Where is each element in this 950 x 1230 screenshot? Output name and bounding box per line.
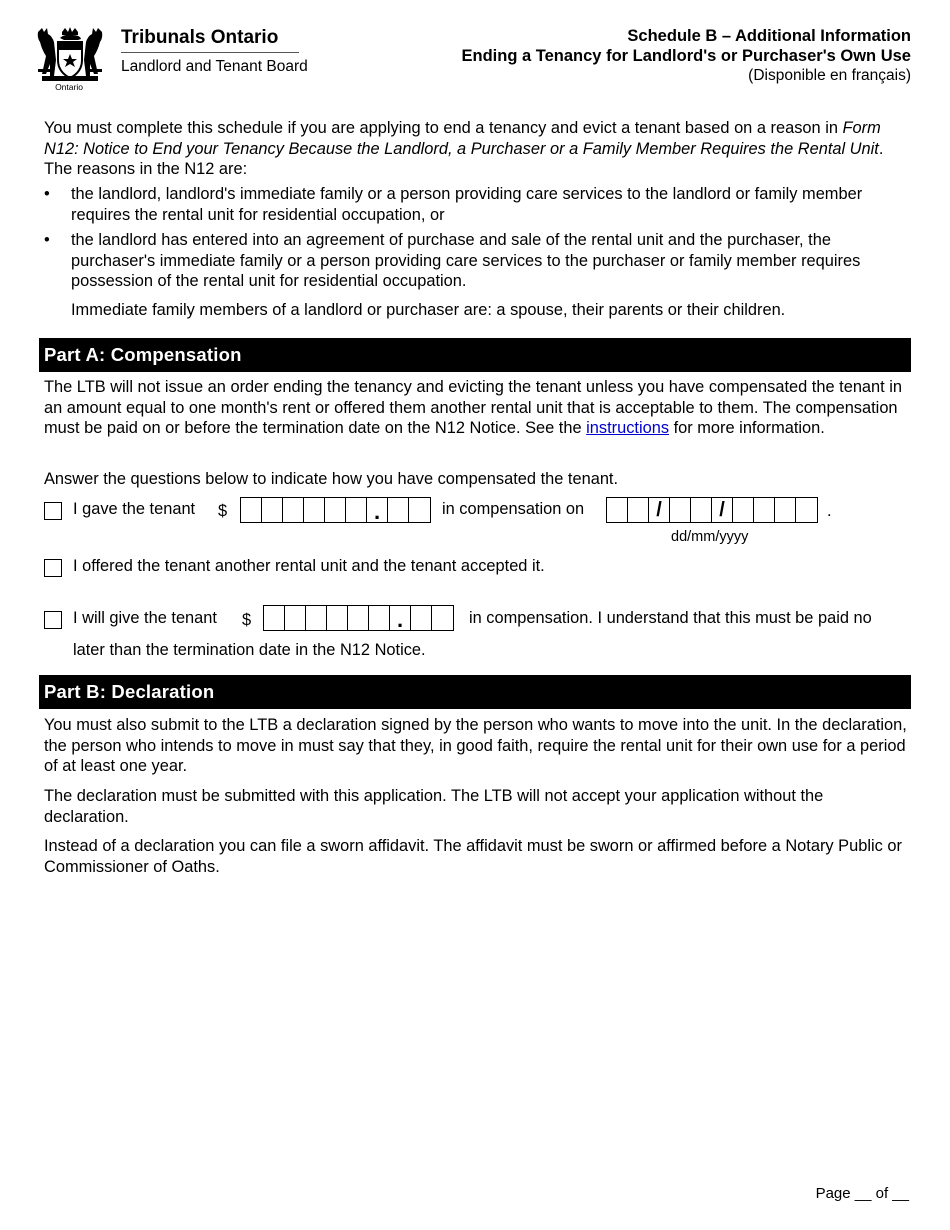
digit-cell[interactable] (283, 498, 304, 522)
part-a-answer-prompt: Answer the questions below to indicate how you have compensated the tenant. (44, 470, 619, 488)
will-pay-continuation: later than the termination date in the N12 Notice. (73, 641, 426, 659)
end-punctuation: . (827, 502, 832, 520)
form-header (462, 26, 911, 85)
currency-symbol: $ (242, 611, 252, 629)
part-a-text: The LTB will not issue an order ending the tenancy and evicting the tenant unless you have compensated the tenant in an amount equal to one month's rent or offered them another rental unit that is acceptable to them. The compensation must be paid on or before the termination date on the N12 Notice. See the (44, 378, 903, 437)
digit-cell[interactable] (304, 498, 325, 522)
date-cell[interactable] (796, 498, 817, 522)
digit-cell[interactable] (388, 498, 409, 522)
digit-cell[interactable] (325, 498, 346, 522)
digit-cell-decimal[interactable] (390, 606, 411, 630)
digit-cell[interactable] (264, 606, 285, 630)
part-b-paragraph-3: Instead of a declaration you can file a sworn affidavit. The affidavit must be sworn or affirmed before a Notary Public or Commissioner of Oaths. (44, 837, 902, 876)
option-offered-unit-checkbox[interactable] (44, 559, 62, 577)
intro-lead-end: . The reasons in the N12 are: (44, 139, 884, 178)
part-b-heading: Part B: Declaration (39, 675, 911, 709)
bullet-marker: • (44, 185, 50, 203)
date-cell[interactable] (628, 498, 649, 522)
part-a-paragraph (44, 377, 910, 439)
date-cell[interactable] (733, 498, 754, 522)
family-note: Immediate family members of a landlord or purchaser are: a spouse, their parents or their children. (71, 301, 786, 319)
digit-cell[interactable] (432, 606, 453, 630)
org-board: Landlord and Tenant Board (121, 58, 308, 75)
form-title: Ending a Tenancy for Landlord's or Purchaser's Own Use (461, 47, 911, 65)
list-item: the landlord has entered into an agreement of purchase and sale of the rental unit and the purchaser, the purchaser's immediate family or a person providing care services to the purchaser or family member requires possession of the rental unit for residential occupation. (71, 231, 861, 290)
part-a-heading: Part A: Compensation (39, 338, 911, 372)
currency-symbol: $ (218, 502, 228, 520)
digit-cell[interactable] (411, 606, 432, 630)
digit-cell[interactable] (262, 498, 283, 522)
digit-cell[interactable] (346, 498, 367, 522)
logo-caption: Ontario (55, 82, 83, 92)
amount-to-pay-input[interactable] (263, 605, 454, 631)
option-offered-unit-label: I offered the tenant another rental unit and the tenant accepted it. (73, 557, 545, 575)
digit-cell-decimal[interactable] (367, 498, 388, 522)
digit-cell[interactable] (306, 606, 327, 630)
schedule-title: Schedule B – Additional Information (627, 27, 911, 45)
digit-cell[interactable] (409, 498, 430, 522)
org-name: Tribunals Ontario (121, 27, 279, 48)
date-cell-separator[interactable] (712, 498, 733, 522)
digit-cell[interactable] (327, 606, 348, 630)
instructions-link[interactable]: instructions (586, 419, 670, 437)
part-a-text-end: for more information. (669, 419, 825, 437)
date-format-hint: dd/mm/yyyy (671, 529, 749, 545)
date-cell[interactable] (670, 498, 691, 522)
digit-cell[interactable] (285, 606, 306, 630)
part-b-paragraph-2: The declaration must be submitted with this application. The LTB will not accept your application without the declaration. (44, 787, 824, 826)
date-cell[interactable] (754, 498, 775, 522)
compensation-on-text: in compensation on (442, 500, 585, 518)
date-cell-separator[interactable] (649, 498, 670, 522)
bullet-marker: • (44, 231, 50, 249)
date-cell[interactable] (691, 498, 712, 522)
payment-date-input[interactable] (606, 497, 818, 523)
digit-cell[interactable] (241, 498, 262, 522)
option-will-give-checkbox[interactable] (44, 611, 62, 629)
date-cell[interactable] (607, 498, 628, 522)
list-item: the landlord, landlord's immediate family or a person providing care services to the landlord or family member requires the rental unit for residential occupation, or (71, 185, 863, 224)
option-gave-label: I gave the tenant (73, 500, 196, 518)
part-b-paragraph-1: You must also submit to the LTB a declaration signed by the person who wants to move into the unit. In the declaration, the person who intends to move in must say that they, in good faith, require the rental unit for their own use for a period of at least one year. (44, 716, 907, 775)
digit-cell[interactable] (348, 606, 369, 630)
option-gave-checkbox[interactable] (44, 502, 62, 520)
intro-form-name: Form N12: Notice to End your Tenancy Because the Landlord, a Purchaser or a Family Member Requires the Rental Unit (44, 119, 881, 158)
will-pay-text: in compensation. I understand that this must be paid no (469, 609, 872, 627)
digit-cell[interactable] (369, 606, 390, 630)
french-note: (Disponible en français) (748, 67, 911, 84)
org-divider (121, 52, 299, 53)
amount-paid-input[interactable] (240, 497, 431, 523)
intro-paragraph (44, 118, 910, 180)
date-cell[interactable] (775, 498, 796, 522)
page-number: Page __ of __ (815, 1185, 909, 1202)
option-will-give-label: I will give the tenant (73, 609, 217, 627)
intro-lead: You must complete this schedule if you are applying to end a tenancy and evict a tenant based on a reason in (44, 119, 843, 137)
